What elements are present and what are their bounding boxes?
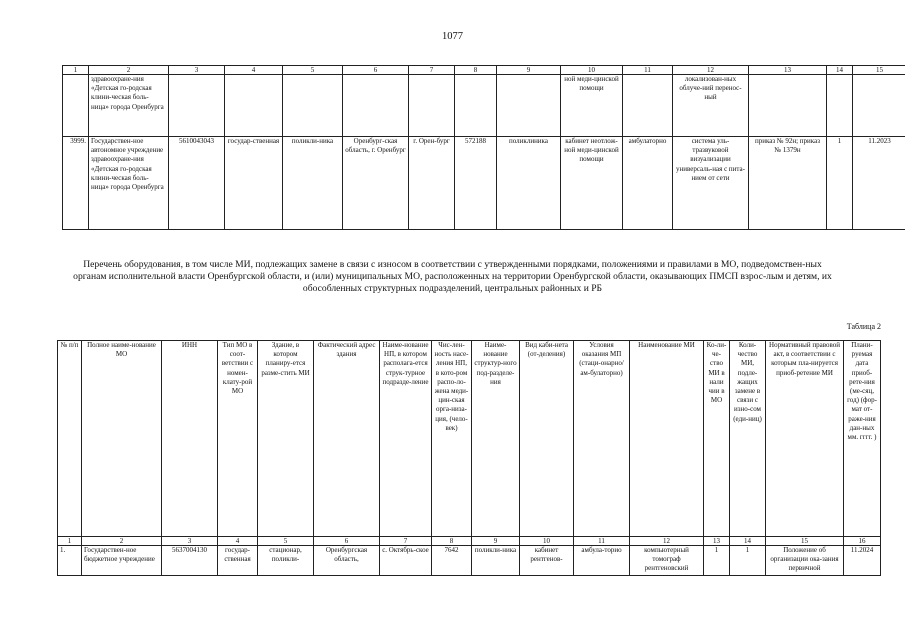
- table-row: [63, 137, 905, 230]
- column-number: 15: [853, 66, 905, 75]
- header-cell: Ко-ли-че-ство МИ в нали чии в МО: [704, 341, 730, 537]
- column-number: 6: [343, 66, 409, 75]
- address-cell: Оренбург-ская область, г. Оренбург: [343, 137, 409, 230]
- cabinet-cell: кабинет рентгенов-: [520, 546, 574, 576]
- population-cell: 7642: [432, 546, 472, 576]
- header-row: [58, 341, 881, 537]
- cabinet-cell: кабинет неотлож-ной меди-цинской помощи: [561, 137, 623, 230]
- section-heading: Перечень оборудования, в том числе МИ, подлежащих замене в связи с износом в соответствии с утвержденными порядками, положениями и правилами в МО, подведомствен-ных органам исполнительной власти Оренбургской области, и (или) муниципальных МО, расположенных на территории Оренбургской области, оказывающих ПМСП взрос-лым и детям, их обособленных структурных подразделений, центральных районных и РБ: [73, 259, 832, 294]
- column-number: 5: [258, 537, 314, 546]
- column-number: 7: [409, 66, 455, 75]
- column-number: 1: [58, 537, 82, 546]
- header-cell: № п/п: [58, 341, 82, 537]
- column-number: 1: [63, 66, 89, 75]
- column-number: 14: [827, 66, 853, 75]
- column-number: 16: [844, 537, 881, 546]
- header-cell: Полное наиме-нование МО: [82, 341, 162, 537]
- column-number-row: [63, 66, 905, 75]
- building-cell: поликли-ника: [283, 137, 343, 230]
- org-name-cell: Государствен-ное бюджетное учреждение: [82, 546, 162, 576]
- equipment-cell: система уль-тразвуковой визуализации универсаль-ная с пита-нием от сети: [673, 137, 749, 230]
- settlement-cell: г. Орен-бург: [409, 137, 455, 230]
- column-number: 4: [225, 66, 283, 75]
- column-number: 3: [162, 537, 218, 546]
- column-number: 6: [314, 537, 380, 546]
- equipment-replacement-table: [57, 340, 881, 576]
- header-cell: Чис-лен-ность насе-ления НП, в кото-ром распо-ло-жена меди-цин-ская орга-низа-ция, (чело-век): [432, 341, 472, 537]
- row-number-cell: 3999.: [63, 137, 89, 230]
- inn-cell: 5637004130: [162, 546, 218, 576]
- column-number-row: [58, 537, 881, 546]
- column-number: 4: [218, 537, 258, 546]
- header-cell: Фактический адрес здания: [314, 341, 380, 537]
- column-number: 2: [82, 537, 162, 546]
- table-label: Таблица 2: [846, 322, 881, 331]
- org-name-cell: здравоохране-ния «Детская го-родская клини-ческая боль-ница» города Оренбурга: [89, 75, 169, 137]
- header-cell: Наиме-нование НП, в котором располага-ется струк-турное подразде-ление: [380, 341, 432, 537]
- column-number: 12: [630, 537, 704, 546]
- building-cell: стационар, поликли-: [258, 546, 314, 576]
- unit-cell: поликли-ника: [472, 546, 520, 576]
- conditions-cell: амбула-торио: [574, 546, 630, 576]
- column-number: 12: [673, 66, 749, 75]
- table-row-continuation: [63, 75, 905, 137]
- population-cell: 572188: [455, 137, 497, 230]
- settlement-cell: с. Октябрь-ское: [380, 546, 432, 576]
- column-number: 10: [561, 66, 623, 75]
- column-number: 13: [704, 537, 730, 546]
- column-number: 5: [283, 66, 343, 75]
- date-cell: 11.2023: [853, 137, 905, 230]
- equipment-cell: локализован-ных облуче-ний перенос-ный: [673, 75, 749, 137]
- equipment-cell: компьютерный томограф рентгеновский: [630, 546, 704, 576]
- legal-act-cell: приказ № 92н; приказ № 1379н: [749, 137, 827, 230]
- header-cell: Наименование МИ: [630, 341, 704, 537]
- column-number: 11: [574, 537, 630, 546]
- cabinet-cell: ной меди-цинской помощи: [561, 75, 623, 137]
- header-cell: ИНН: [162, 341, 218, 537]
- org-type-cell: государ-ственная: [218, 546, 258, 576]
- header-cell: Тип МО в соот-ветствии с номен-клату-рой МО: [218, 341, 258, 537]
- header-cell: Условия оказания МП (стаци-онарно/ам-булаторно): [574, 341, 630, 537]
- column-number: 8: [455, 66, 497, 75]
- org-type-cell: государ-ственная: [225, 137, 283, 230]
- column-number: 9: [497, 66, 561, 75]
- row-number-cell: 1.: [58, 546, 82, 576]
- column-number: 11: [623, 66, 673, 75]
- column-number: 9: [472, 537, 520, 546]
- column-number: 8: [432, 537, 472, 546]
- column-number: 10: [520, 537, 574, 546]
- header-cell: Плани-руемая дата приоб-рете-ния (ме-сяц, год) (фор-мат от-раже-ния дан-ных мм. гггг. ): [844, 341, 881, 537]
- inn-cell: 5610043043: [169, 137, 225, 230]
- header-cell: Здание, в котором планиру-ется разме-стить МИ: [258, 341, 314, 537]
- address-cell: Оренбургская область,: [314, 546, 380, 576]
- quantity-cell: 1: [827, 137, 853, 230]
- column-number: 7: [380, 537, 432, 546]
- column-number: 15: [766, 537, 844, 546]
- column-number: 2: [89, 66, 169, 75]
- page-number: 1077: [442, 31, 463, 42]
- header-cell: Коли-чество МИ, подле-жащих замене в связи с изно-сом (еди-ниц): [730, 341, 766, 537]
- legal-act-cell: Положение об организации ока-зания первичной: [766, 546, 844, 576]
- header-cell: Наиме-нование структур-ного под-разделе-ния: [472, 341, 520, 537]
- equipment-table-continued: [62, 65, 905, 230]
- quantity-have-cell: 1: [704, 546, 730, 576]
- table-row: [58, 546, 881, 576]
- column-number: 14: [730, 537, 766, 546]
- column-number: 3: [169, 66, 225, 75]
- header-cell: Нормативный правовой акт, в соответствии с которым пла-нируется приоб-ретение МИ: [766, 341, 844, 537]
- unit-cell: поликлиника: [497, 137, 561, 230]
- column-number: 13: [749, 66, 827, 75]
- org-name-cell: Государствен-ное автономное учреждение здравоохране-ния «Детская го-родская клини-ческая боль-ница» города Оренбурга: [89, 137, 169, 230]
- header-cell: Вид каби-нета (от-деления): [520, 341, 574, 537]
- date-cell: 11.2024: [844, 546, 881, 576]
- conditions-cell: амбулаторно: [623, 137, 673, 230]
- quantity-replace-cell: 1: [730, 546, 766, 576]
